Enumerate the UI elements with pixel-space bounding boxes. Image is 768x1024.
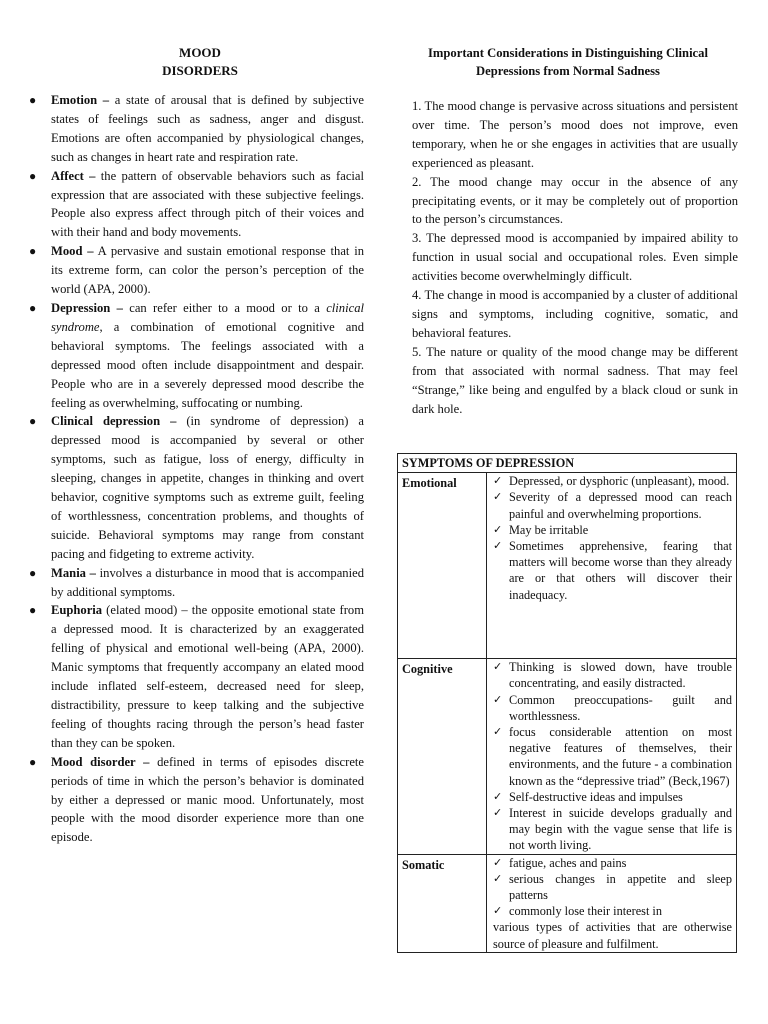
consideration-item: 2. The mood change may occur in the absence of any precipitating events, or it may be completely out of proportion to the person’s circumstances. xyxy=(412,174,738,227)
check-icon: ✓ xyxy=(493,660,503,674)
symptom-cell xyxy=(487,854,737,952)
section-title xyxy=(398,44,738,80)
symptom-item xyxy=(491,489,732,521)
symptom-text: Depressed, or dysphoric (unpleasant), mood. xyxy=(509,474,730,489)
symptom-text: Sometimes apprehensive, fearing that matters will become worse than they already are or that others will discover their inadequacy. xyxy=(509,539,732,602)
check-icon: ✓ xyxy=(493,855,503,869)
definition-text: (elated mood) – the opposite emotional state from a depressed mood. It is characterized by an exaggerated felling of physical and emotional well-being (APA, 2000). Manic symptoms that frequently accompany an elated mood include inflated self-esteem, decreased need for sleep, distractibility, pressure to keep talking and the subjective feeling of thoughts racing through the person’s head faster than they can be spoken. xyxy=(51,603,364,750)
table-row-emotional xyxy=(398,473,737,659)
definition-item xyxy=(26,601,364,752)
left-column xyxy=(26,44,364,847)
check-icon: ✓ xyxy=(493,725,503,739)
definition-item xyxy=(26,753,364,848)
symptom-item xyxy=(491,724,732,789)
definition-term: Clinical depression – xyxy=(51,414,177,429)
title-line-1: MOOD xyxy=(179,45,221,60)
definition-list xyxy=(26,91,364,847)
category-label: Cognitive xyxy=(398,659,487,854)
definition-term: Emotion – xyxy=(51,93,110,107)
right-column xyxy=(398,44,738,418)
section-title-line-1: Important Considerations in Distinguishing Clinical xyxy=(428,46,708,60)
definition-italic: clinical syndrome xyxy=(51,300,364,334)
table-header-row xyxy=(398,454,737,473)
definition-item xyxy=(26,564,364,602)
check-icon: ✓ xyxy=(493,539,503,553)
bullet-icon: ● xyxy=(29,168,37,183)
check-icon: ✓ xyxy=(493,789,503,803)
definition-term: Mood disorder – xyxy=(51,754,150,769)
table-row-cognitive xyxy=(398,659,737,854)
symptom-text: Interest in suicide develops gradually and may begin with the vague sense that life is not worth living. xyxy=(509,806,732,853)
consideration-item: 1. The mood change is pervasive across situations and persistent over time. The person’s mood does not improve, even temporary, when he or she engages in activities that are usually experienced as pleasant. xyxy=(412,99,738,170)
definition-text: the pattern of observable behaviors such as facial expression that are associated with these subjective feelings. People also express affect through pitch of their voices and with their hand and body movements. xyxy=(51,168,364,240)
symptoms-table xyxy=(397,453,737,953)
definition-text: can refer either to a mood or to a xyxy=(122,300,327,315)
page-title xyxy=(36,44,364,80)
check-icon: ✓ xyxy=(493,871,503,885)
symptom-item xyxy=(491,805,732,854)
symptom-item xyxy=(491,871,732,903)
bullet-icon: ● xyxy=(29,300,37,315)
symptom-continuation: various types of activities that are otherwise source of pleasure and fulfilment. xyxy=(493,920,732,951)
category-label: Emotional xyxy=(398,473,487,659)
category-label: Somatic xyxy=(398,854,487,952)
symptom-item xyxy=(491,692,732,724)
bullet-icon: ● xyxy=(29,603,37,618)
symptom-text: Self-destructive ideas and impulses xyxy=(509,789,683,804)
symptom-item xyxy=(491,522,732,538)
symptom-text: Severity of a depressed mood can reach painful and overwhelming proportions. xyxy=(509,490,732,521)
check-icon: ✓ xyxy=(493,490,503,504)
symptom-item xyxy=(491,855,732,871)
definition-item xyxy=(26,299,364,412)
definition-text: defined in terms of episodes discrete periods of time in which the person’s behavior is dominated by either a depressed or manic mood. Unfortunately, most people with the mood disorder experience more than one episode. xyxy=(51,754,365,845)
bullet-icon: ● xyxy=(29,414,37,429)
considerations-list xyxy=(398,97,738,418)
title-line-2: DISORDERS xyxy=(162,63,238,78)
definition-item xyxy=(26,167,364,243)
definition-text: , a combination of emotional cognitive and behavioral symptoms. The feelings associated with a depressed mood often include disappointment and despair. People who are in a severely depressed mood describe the feeling as overwhelming, suffocating or numbing. xyxy=(51,319,364,410)
check-icon: ✓ xyxy=(493,904,503,918)
definition-term: Euphoria xyxy=(51,603,103,618)
bullet-icon: ● xyxy=(29,93,37,107)
definition-text: a state of arousal that is defined by subjective states of feelings such as sadness, anger and disgust. Emotions are often accompanied by physiological changes, such as changes in heart rate and respiration rate. xyxy=(51,93,364,164)
definition-item xyxy=(26,242,364,299)
check-icon: ✓ xyxy=(493,692,503,706)
symptom-text: focus considerable attention on most negative features of themselves, their environments, and the future - a combination known as the “depressive triad” (Beck,1967) xyxy=(509,725,732,788)
consideration-item: 4. The change in mood is accompanied by a cluster of additional signs and symptoms, including cognitive, somatic, and behavioral features. xyxy=(412,288,738,340)
symptom-item xyxy=(491,659,732,691)
symptom-text: May be irritable xyxy=(509,522,589,537)
section-title-line-2: Depressions from Normal Sadness xyxy=(476,64,660,78)
check-icon: ✓ xyxy=(493,806,503,820)
definition-text: involves a disturbance in mood that is accompanied by additional symptoms. xyxy=(51,565,364,599)
symptom-text: serious changes in appetite and sleep patterns xyxy=(509,871,732,903)
symptom-cell xyxy=(487,659,737,854)
symptom-item xyxy=(491,538,732,603)
check-icon: ✓ xyxy=(493,522,503,536)
definition-term: Affect – xyxy=(51,168,96,183)
symptom-text: fatigue, aches and pains xyxy=(509,855,627,870)
symptom-item xyxy=(491,903,732,919)
definition-text: A pervasive and sustain emotional response that in its extreme form, can color the person’s perception of the world (APA, 2000). xyxy=(51,244,364,297)
definition-item xyxy=(26,412,364,563)
bullet-icon: ● xyxy=(29,565,37,580)
definition-text: (in syndrome of depression) a depressed mood is accompanied by several or other symptoms, such as fatigue, loss of energy, difficulty in sleeping, changes in appetite, changes in thinking and overt behavior, cognitive symptoms such as extreme guilt, feeling of worthlessness, concentration problems, and thoughts of suicide. Behavioral symptoms may range from constant pacing and fidgeting to extreme activity. xyxy=(51,414,364,561)
symptom-text: commonly lose their interest in xyxy=(509,904,662,919)
definition-term: Mood – xyxy=(51,244,94,259)
consideration-item: 3. The depressed mood is accompanied by impaired ability to function in usual social and occupational roles. Even simple activities become overwhelmingly difficult. xyxy=(412,231,738,284)
symptom-text: Common preoccupations- guilt and worthlessness. xyxy=(509,692,732,723)
check-icon: ✓ xyxy=(493,474,503,488)
definition-item xyxy=(26,91,364,167)
consideration-item: 5. The nature or quality of the mood change may be different from that associated with normal sadness. That may feel “Strange,” like being and engulfed by a black cloud or sunk in dark hole. xyxy=(412,344,738,416)
bullet-icon: ● xyxy=(29,244,37,259)
symptom-text: Thinking is slowed down, have trouble concentrating, and easily distracted. xyxy=(509,660,732,691)
symptom-item xyxy=(491,789,732,805)
bullet-icon: ● xyxy=(29,754,37,769)
definition-term: Depression – xyxy=(51,300,123,315)
table-row-somatic xyxy=(398,854,737,952)
definition-term: Mania – xyxy=(51,565,96,580)
symptom-item xyxy=(491,473,732,489)
table-header: SYMPTOMS OF DEPRESSION xyxy=(398,454,737,473)
symptom-cell xyxy=(487,473,737,659)
